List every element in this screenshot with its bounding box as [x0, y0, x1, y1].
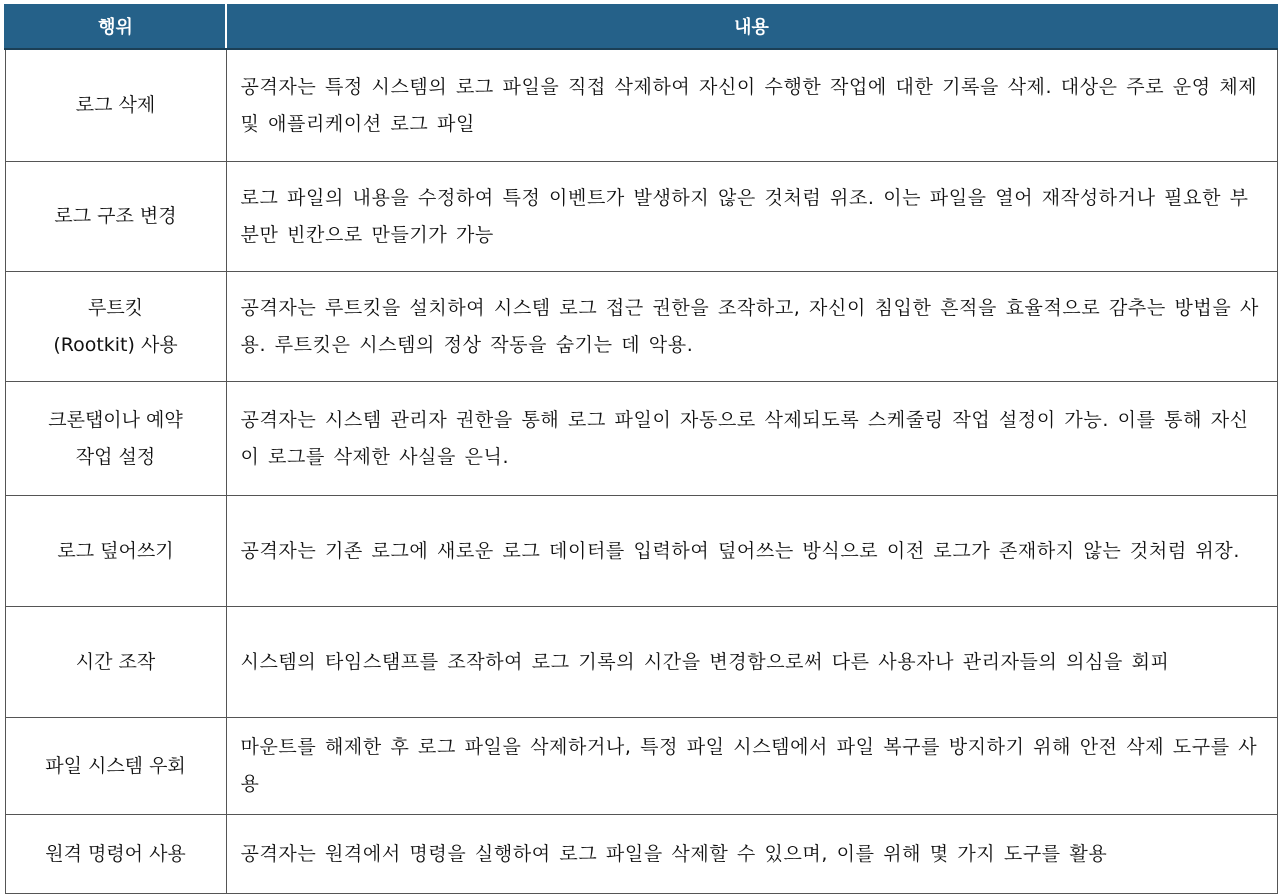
content-cell: 공격자는 시스템 관리자 권한을 통해 로그 파일이 자동으로 삭제되도록 스케줄링 작업 설정이 가능. 이를 통해 자신이 로그를 삭제한 사실을 은닉. [226, 382, 1277, 496]
table-header-row [5, 4, 1277, 49]
action-cell [5, 382, 226, 496]
action-label: 파일 시스템 우회 [45, 754, 186, 777]
action-cell [5, 162, 226, 272]
content-cell: 공격자는 원격에서 명령을 실행하여 로그 파일을 삭제할 수 있으며, 이를 위해 몇 가지 도구를 활용 [226, 815, 1277, 894]
log-tampering-table [4, 4, 1278, 894]
action-label: 시간 조작 [75, 650, 156, 673]
action-cell [5, 496, 226, 607]
content-cell: 공격자는 특정 시스템의 로그 파일을 직접 삭제하여 자신이 수행한 작업에 대한 기록을 삭제. 대상은 주로 운영 체제 및 애플리케이션 로그 파일 [226, 49, 1277, 162]
table-row [5, 382, 1277, 496]
action-label: 루트킷 [87, 296, 144, 319]
content-cell: 로그 파일의 내용을 수정하여 특정 이벤트가 발생하지 않은 것처럼 위조. 이는 파일을 열어 재작성하거나 필요한 부분만 빈칸으로 만들기가 가능 [226, 162, 1277, 272]
table-row [5, 49, 1277, 162]
table-row [5, 162, 1277, 272]
action-cell [5, 49, 226, 162]
action-cell [5, 815, 226, 894]
header-content: 내용 [226, 4, 1277, 49]
content-cell: 공격자는 기존 로그에 새로운 로그 데이터를 입력하여 덮어쓰는 방식으로 이전 로그가 존재하지 않는 것처럼 위장. [226, 496, 1277, 607]
action-cell [5, 718, 226, 815]
table-row [5, 272, 1277, 382]
action-cell [5, 607, 226, 718]
action-label: 원격 명령어 사용 [45, 842, 186, 865]
action-cell [5, 272, 226, 382]
table-row [5, 815, 1277, 894]
header-action: 행위 [5, 4, 226, 49]
action-label: 크론탭이나 예약 [48, 408, 183, 431]
table-row [5, 496, 1277, 607]
document-page [4, 4, 1276, 894]
table-row [5, 718, 1277, 815]
action-label: 로그 구조 변경 [54, 205, 177, 227]
content-cell: 공격자는 루트킷을 설치하여 시스템 로그 접근 권한을 조작하고, 자신이 침입한 흔적을 효율적으로 감추는 방법을 사용. 루트킷은 시스템의 정상 작동을 숨기는 데 악용. [226, 272, 1277, 382]
content-cell: 마운트를 해제한 후 로그 파일을 삭제하거나, 특정 파일 시스템에서 파일 복구를 방지하기 위해 안전 삭제 도구를 사용 [226, 718, 1277, 815]
action-label: 로그 덮어쓰기 [57, 539, 174, 562]
action-label: 로그 삭제 [75, 94, 156, 116]
content-cell: 시스템의 타임스탬프를 조작하여 로그 기록의 시간을 변경함으로써 다른 사용자나 관리자들의 의심을 회피 [226, 607, 1277, 718]
action-label: (Rootkit) 사용 [53, 333, 178, 356]
action-label: 작업 설정 [75, 445, 156, 468]
table-row [5, 607, 1277, 718]
